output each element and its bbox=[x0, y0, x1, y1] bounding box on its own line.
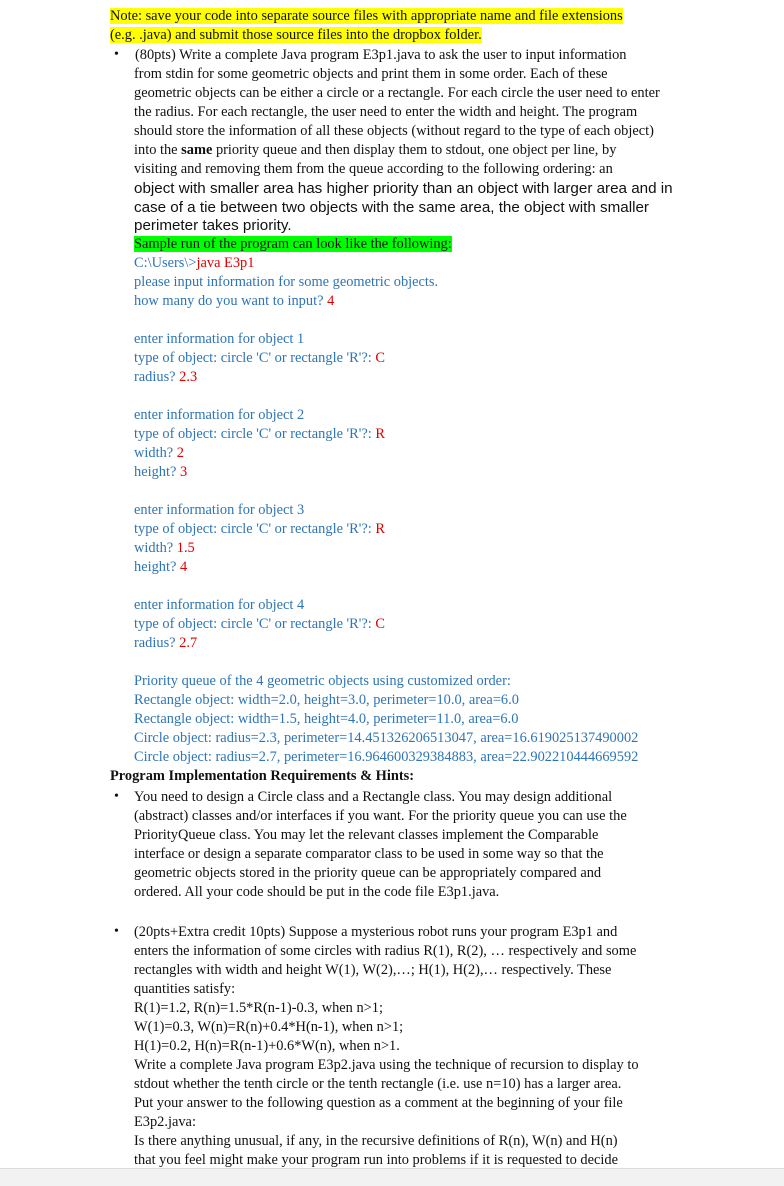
how-many-answer: 4 bbox=[327, 293, 335, 309]
cmd-input: java E3p1 bbox=[196, 255, 255, 271]
task1-sans-line: case of a tie between two objects with the same area, the object with smaller bbox=[134, 199, 649, 216]
task2-line: E3p2.java: bbox=[134, 1114, 196, 1130]
height-line bbox=[134, 463, 187, 482]
task1-line: the radius. For each rectangle, the user need to enter the width and height. The program bbox=[134, 104, 638, 120]
task2-line: that you feel might make your program run into problems if it is requested to decide bbox=[134, 1152, 618, 1168]
task1-line: should store the information of all these objects (without regard to the type of each object) bbox=[134, 123, 654, 139]
horizontal-scrollbar[interactable] bbox=[0, 1168, 784, 1186]
output-line: Rectangle object: width=2.0, height=3.0, perimeter=10.0, area=6.0 bbox=[134, 692, 519, 708]
task1-line: from stdin for some geometric objects and print them in some order. Each of these bbox=[134, 66, 608, 82]
same-bold-word: same bbox=[181, 142, 213, 158]
note-line-1 bbox=[110, 7, 623, 26]
same-line-pre: into the bbox=[134, 142, 182, 158]
task2-line: (20pts+Extra credit 10pts) Suppose a mysterious robot runs your program E3p1 and bbox=[134, 924, 618, 940]
height-answer: 4 bbox=[179, 559, 188, 575]
output-line: Rectangle object: width=1.5, height=4.0, perimeter=11.0, area=6.0 bbox=[134, 711, 519, 727]
width-line bbox=[134, 444, 184, 463]
width-answer: 2 bbox=[176, 445, 184, 461]
enter-info-line: enter information for object 3 bbox=[134, 502, 305, 518]
please-line: please input information for some geometric objects. bbox=[134, 274, 439, 290]
task1-same-line bbox=[134, 141, 616, 160]
task2-line: W(1)=0.3, W(n)=R(n)+0.4*H(n-1), when n>1; bbox=[134, 1019, 404, 1035]
radius-line bbox=[134, 368, 197, 387]
how-many-line bbox=[134, 292, 334, 311]
task2-line: R(1)=1.2, R(n)=1.5*R(n-1)-0.3, when n>1; bbox=[134, 1000, 383, 1016]
type-line bbox=[134, 425, 385, 444]
width-answer: 1.5 bbox=[176, 540, 195, 556]
height-prompt: height? bbox=[134, 559, 180, 575]
req-line: PriorityQueue class. You may let the relevant classes implement the Comparable bbox=[134, 827, 599, 843]
same-line-post: priority queue and then display them to stdout, one object per line, by bbox=[212, 142, 617, 158]
req-line: ordered. All your code should be put in the code file E3p1.java. bbox=[134, 884, 500, 900]
requirements-heading: Program Implementation Requirements & Hints: bbox=[110, 768, 415, 784]
type-line bbox=[134, 349, 385, 368]
enter-info-line: enter information for object 1 bbox=[134, 331, 305, 347]
height-answer: 3 bbox=[179, 464, 188, 480]
type-answer: R bbox=[375, 426, 385, 442]
task1-line: geometric objects can be either a circle or a rectangle. For each circle the user need to enter bbox=[134, 85, 660, 101]
width-line bbox=[134, 539, 195, 558]
cmd-prompt: C:\Users\> bbox=[134, 255, 197, 271]
req-line: geometric objects stored in the priority queue can be appropriately compared and bbox=[134, 865, 602, 881]
type-line bbox=[134, 615, 385, 634]
note-highlight-2: (e.g. .java) and submit those source files into the dropbox folder. bbox=[110, 27, 482, 43]
type-prompt: type of object: circle 'C' or rectangle 'R'?: bbox=[134, 426, 376, 442]
type-line bbox=[134, 520, 385, 539]
width-prompt: width? bbox=[134, 445, 177, 461]
output-line: Circle object: radius=2.3, perimeter=14.451326206513047, area=16.619025137490002 bbox=[134, 730, 639, 746]
task2-line: Put your answer to the following question as a comment at the beginning of your file bbox=[134, 1095, 623, 1111]
output-line: Priority queue of the 4 geometric objects using customized order: bbox=[134, 673, 511, 689]
task2-line: enters the information of some circles with radius R(1), R(2), … respectively and some bbox=[134, 943, 637, 959]
task2-line: rectangles with width and height W(1), W(2),…; H(1), H(2),… respectively. These bbox=[134, 962, 612, 978]
height-line bbox=[134, 558, 187, 577]
command-line bbox=[134, 254, 254, 273]
type-answer: C bbox=[375, 350, 385, 366]
type-answer: R bbox=[375, 521, 385, 537]
sample-heading bbox=[134, 235, 452, 254]
radius-answer: 2.3 bbox=[179, 369, 198, 385]
note-highlight-1: Note: save your code into separate source files with appropriate name and file extensions bbox=[110, 8, 623, 24]
req-line: interface or design a separate comparator class to be used in some way so that the bbox=[134, 846, 604, 862]
bullet-requirements: • bbox=[114, 789, 119, 804]
bullet-task2: • bbox=[114, 924, 119, 939]
note-line-2 bbox=[110, 26, 482, 45]
task2-line: H(1)=0.2, H(n)=R(n-1)+0.6*W(n), when n>1. bbox=[134, 1038, 400, 1054]
req-line: (abstract) classes and/or interfaces if you want. For the priority queue you can use the bbox=[134, 808, 627, 824]
task2-line: Write a complete Java program E3p2.java using the technique of recursion to display to bbox=[134, 1057, 639, 1073]
output-line: Circle object: radius=2.7, perimeter=16.964600329384883, area=22.902210444669592 bbox=[134, 749, 639, 765]
task1-line: (80pts) Write a complete Java program E3p1.java to ask the user to input information bbox=[135, 47, 627, 63]
bullet-task1: • bbox=[114, 47, 119, 62]
type-answer: C bbox=[375, 616, 385, 632]
height-prompt: height? bbox=[134, 464, 180, 480]
width-prompt: width? bbox=[134, 540, 177, 556]
ordering-text: visiting and removing them from the queue according to the following ordering: an bbox=[134, 161, 613, 177]
task2-line: stdout whether the tenth circle or the tenth rectangle (i.e. use n=10) has a larger area. bbox=[134, 1076, 622, 1092]
radius-answer: 2.7 bbox=[179, 635, 198, 651]
task1-ordering-line bbox=[134, 160, 613, 179]
enter-info-line: enter information for object 2 bbox=[134, 407, 305, 423]
task2-line: quantities satisfy: bbox=[134, 981, 236, 997]
type-prompt: type of object: circle 'C' or rectangle 'R'?: bbox=[134, 350, 376, 366]
task2-line: Is there anything unusual, if any, in the recursive definitions of R(n), W(n) and H(n) bbox=[134, 1133, 618, 1149]
radius-prompt: radius? bbox=[134, 635, 180, 651]
how-many-prompt: how many do you want to input? bbox=[134, 293, 328, 309]
req-line: You need to design a Circle class and a Rectangle class. You may design additional bbox=[134, 789, 613, 805]
enter-info-line: enter information for object 4 bbox=[134, 597, 305, 613]
task1-sans-line: object with smaller area has higher priority than an object with larger area and in bbox=[134, 180, 673, 197]
type-prompt: type of object: circle 'C' or rectangle 'R'?: bbox=[134, 521, 376, 537]
sample-heading-highlight: Sample run of the program can look like the following: bbox=[134, 236, 452, 252]
task1-sans-line: perimeter takes priority. bbox=[134, 217, 292, 234]
radius-line bbox=[134, 634, 197, 653]
type-prompt: type of object: circle 'C' or rectangle 'R'?: bbox=[134, 616, 376, 632]
radius-prompt: radius? bbox=[134, 369, 180, 385]
